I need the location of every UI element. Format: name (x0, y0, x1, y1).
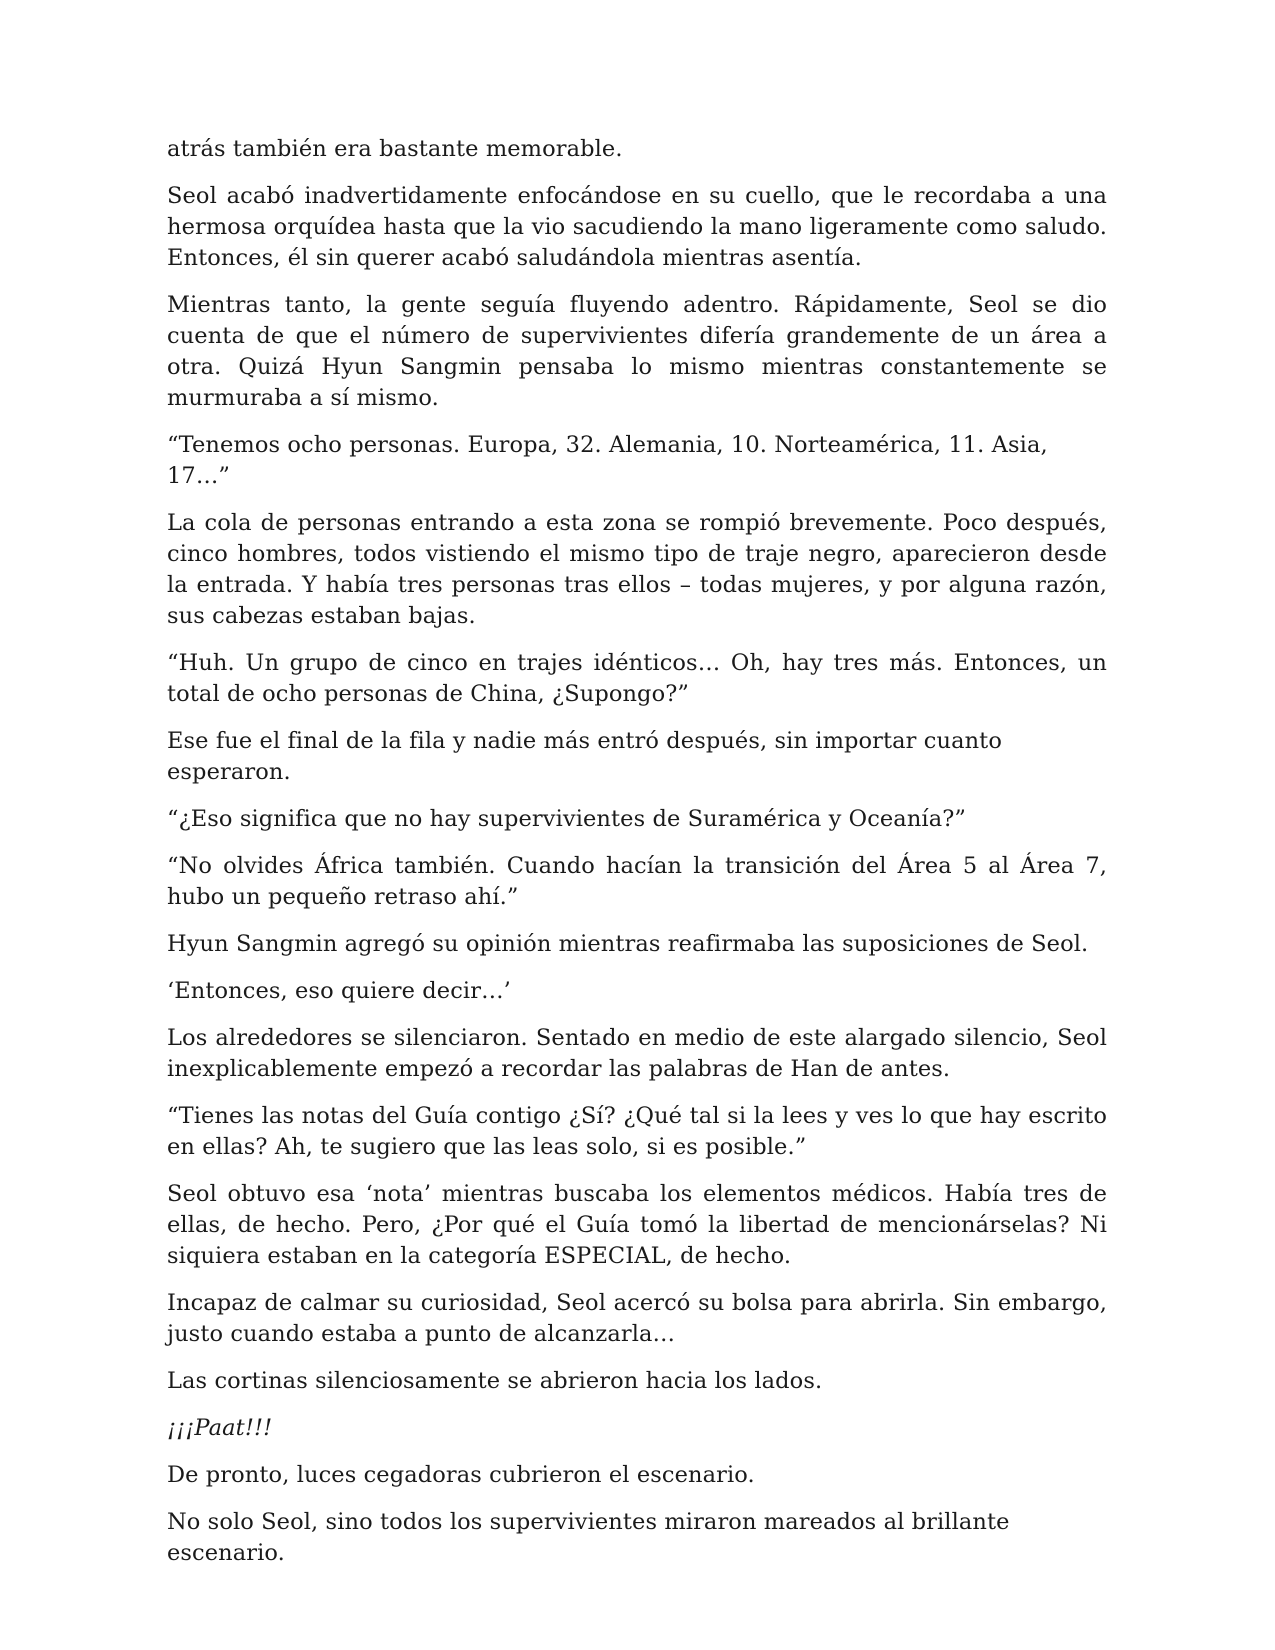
paragraph: Los alrededores se silenciaron. Sentado en medio de este alargado silencio, Seol inexplicablemente empezó a recordar las palabras de Han de antes. (167, 1025, 1107, 1082)
paragraph: Incapaz de calmar su curiosidad, Seol acercó su bolsa para abrirla. Sin embargo, justo cuando estaba a punto de alcanzarla… (167, 1290, 1107, 1347)
paragraph: “¿Eso significa que no hay supervivientes de Suramérica y Oceanía?” (167, 806, 966, 832)
paragraph: Seol acabó inadvertidamente enfocándose en su cuello, que le recordaba a una hermosa orquídea hasta que la vio sacudiendo la mano ligeramente como saludo. Entonces, él sin querer acabó saludándola mientras asentía. (167, 183, 1107, 271)
paragraph: De pronto, luces cegadoras cubrieron el escenario. (167, 1462, 755, 1488)
paragraph: “Huh. Un grupo de cinco en trajes idénticos… Oh, hay tres más. Entonces, un total de ocho personas de China, ¿Supongo?” (167, 650, 1107, 707)
paragraph: “No olvides África también. Cuando hacían la transición del Área 5 al Área 7, hubo un pequeño retraso ahí.” (167, 853, 1107, 910)
paragraph: atrás también era bastante memorable. (167, 136, 623, 162)
paragraph: Mientras tanto, la gente seguía fluyendo adentro. Rápidamente, Seol se dio cuenta de que el número de supervivientes difería grandemente de un área a otra. Quizá Hyun Sangmin pensaba lo mismo mientras constantemente se murmuraba a sí mismo. (167, 292, 1107, 411)
paragraph: “Tenemos ocho personas. Europa, 32. Alemania, 10. Norteamérica, 11. Asia, 17…” (167, 432, 1048, 489)
paragraph: Las cortinas silenciosamente se abrieron hacia los lados. (167, 1368, 823, 1394)
paragraph: “Tienes las notas del Guía contigo ¿Sí? ¿Qué tal si la lees y ves lo que hay escrito en ellas? Ah, te sugiero que las leas solo, si es posible.” (167, 1103, 1107, 1160)
paragraph: Ese fue el final de la fila y nadie más entró después, sin importar cuanto esperaron. (167, 728, 1002, 785)
paragraph: Hyun Sangmin agregó su opinión mientras reafirmaba las suposiciones de Seol. (167, 931, 1089, 957)
paragraph: No solo Seol, sino todos los supervivientes miraron mareados al brillante escenario. (167, 1509, 1010, 1566)
paragraph: Seol obtuvo esa ‘nota’ mientras buscaba los elementos médicos. Había tres de ellas, de hecho. Pero, ¿Por qué el Guía tomó la libertad de mencionárselas? Ni siquiera estaban en la categoría ESPECIAL, de hecho. (167, 1181, 1107, 1269)
paragraph: La cola de personas entrando a esta zona se rompió brevemente. Poco después, cinco hombres, todos vistiendo el mismo tipo de traje negro, aparecieron desde la entrada. Y había tres personas tras ellos – todas mujeres, y por alguna razón, sus cabezas estaban bajas. (167, 510, 1107, 629)
body-text (167, 134, 1107, 1585)
paragraph: ‘Entonces, eso quiere decir…’ (167, 978, 511, 1004)
paragraph: ¡¡¡Paat!!! (167, 1415, 273, 1441)
